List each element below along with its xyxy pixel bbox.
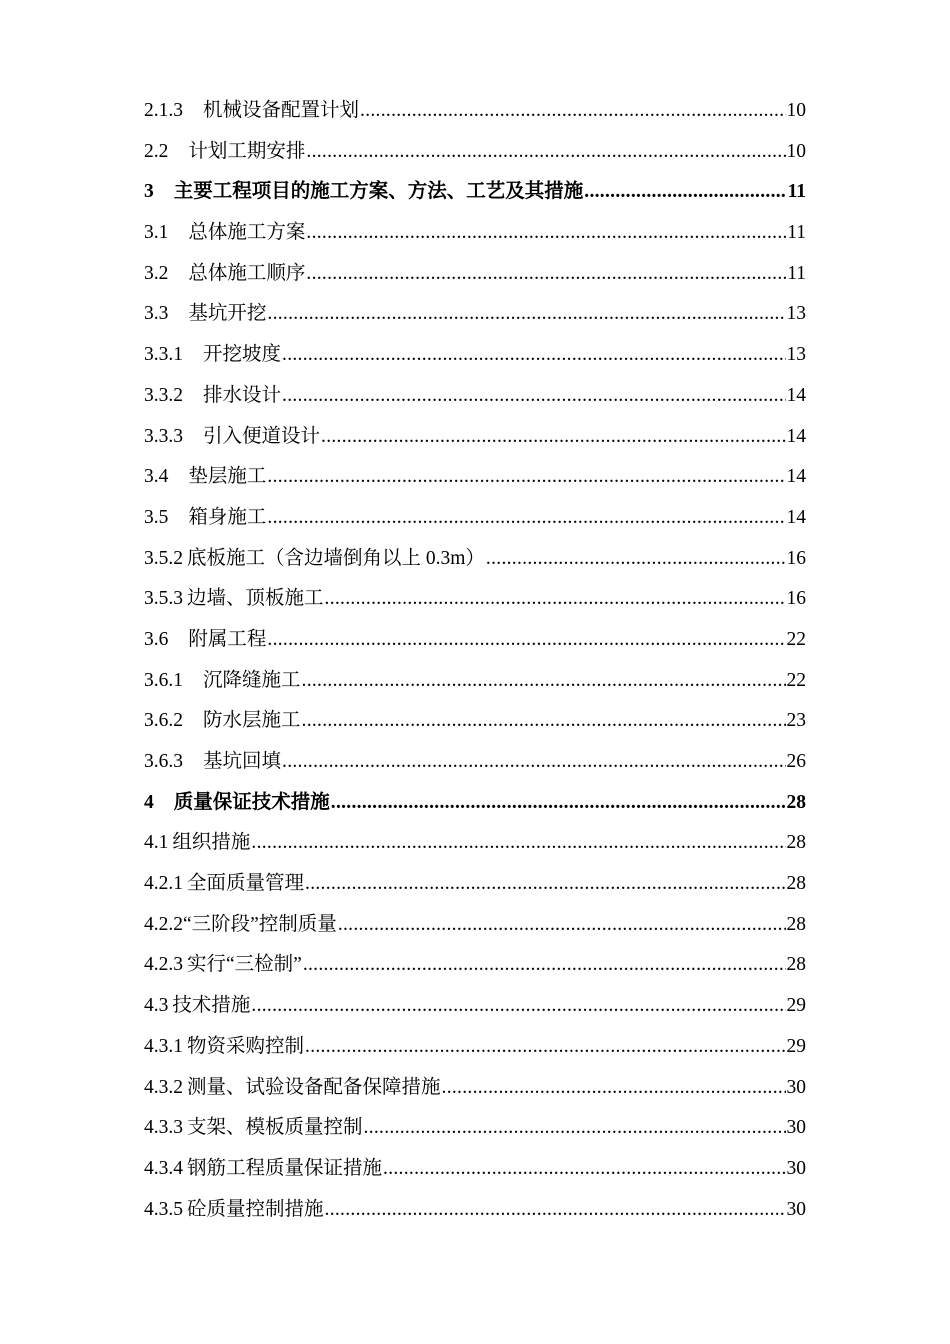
toc-entry-number: 3.3 [144, 303, 169, 325]
toc-entry-number: 4.1 [144, 832, 169, 854]
toc-entry-title: 技术措施 [172, 995, 251, 1017]
toc-entry[interactable] [144, 376, 806, 417]
toc-entry-number: 4.2.3 [144, 954, 183, 976]
toc-entry-title: 排水设计 [203, 384, 282, 406]
toc-entry[interactable] [144, 335, 806, 376]
toc-entry[interactable] [144, 783, 806, 824]
toc-leader-dots [302, 661, 786, 702]
toc-entry[interactable] [144, 539, 806, 580]
toc-entry-page-number: 22 [786, 628, 806, 650]
toc-entry-title: “三阶段”控制质量 [183, 913, 337, 935]
toc-entry-number: 4.3.4 [144, 1157, 183, 1179]
toc-entry-page-number: 16 [786, 588, 806, 610]
toc-leader-dots [282, 742, 785, 783]
toc-entry-page-number: 22 [786, 669, 806, 691]
toc-entry-title: 计划工期安排 [188, 140, 306, 162]
toc-leader-dots [282, 335, 785, 376]
toc-entry-page-number: 29 [786, 995, 806, 1017]
toc-entry-number: 3.4 [144, 466, 169, 488]
toc-entry[interactable] [144, 823, 806, 864]
toc-leader-dots [486, 539, 786, 580]
toc-leader-dots [306, 254, 786, 295]
toc-entry-number: 3.2 [144, 262, 169, 284]
toc-entry[interactable] [144, 498, 806, 539]
toc-entry-number: 3.6.1 [144, 669, 183, 691]
toc-entry-page-number: 11 [787, 222, 806, 244]
toc-leader-dots [325, 1190, 786, 1231]
toc-entry-title: 总体施工顺序 [188, 262, 306, 284]
toc-entry-title: 砼质量控制措施 [187, 1198, 324, 1220]
toc-entry[interactable] [144, 213, 806, 254]
toc-entry-page-number: 10 [786, 140, 806, 162]
toc-entry-page-number: 28 [786, 913, 806, 935]
toc-entry-page-number: 30 [786, 1157, 806, 1179]
toc-entry[interactable] [144, 294, 806, 335]
toc-entry-page-number: 29 [786, 1035, 806, 1057]
toc-entry-title: 总体施工方案 [188, 222, 306, 244]
toc-entry-number: 3 [144, 181, 154, 203]
toc-leader-dots [360, 91, 785, 132]
toc-entry-number: 4.3.1 [144, 1035, 183, 1057]
toc-entry-title: 全面质量管理 [187, 873, 305, 895]
toc-entry[interactable] [144, 579, 806, 620]
toc-entry-title: 防水层施工 [203, 710, 301, 732]
toc-entry-page-number: 11 [787, 181, 806, 203]
toc-entry-title: 引入便道设计 [203, 425, 321, 447]
toc-entry[interactable] [144, 254, 806, 295]
toc-leader-dots [306, 213, 786, 254]
toc-entry-page-number: 30 [786, 1198, 806, 1220]
toc-entry-title: 钢筋工程质量保证措施 [187, 1157, 383, 1179]
toc-entry-title: 机械设备配置计划 [203, 100, 360, 121]
toc-entry-page-number: 28 [786, 791, 806, 813]
toc-entry-number: 2.1.3 [144, 100, 183, 121]
toc-entry[interactable] [144, 1190, 806, 1231]
toc-entry-number: 3.5 [144, 506, 169, 528]
toc-entry[interactable] [144, 701, 806, 742]
toc-entry-page-number: 13 [786, 303, 806, 325]
toc-entry-title: 主要工程项目的施工方案、方法、工艺及其措施 [173, 181, 584, 203]
toc-leader-dots [303, 945, 786, 986]
toc-entry[interactable] [144, 1027, 806, 1068]
toc-entry-page-number: 30 [786, 1117, 806, 1139]
toc-entry[interactable] [144, 457, 806, 498]
toc-leader-dots [305, 1027, 785, 1068]
toc-entry-page-number: 16 [786, 547, 806, 569]
toc-entry-page-number: 28 [786, 954, 806, 976]
toc-entry-title: 基坑开挖 [188, 303, 267, 325]
toc-entry[interactable] [144, 91, 806, 132]
toc-leader-dots [305, 864, 785, 905]
toc-entry[interactable] [144, 864, 806, 905]
toc-entry-title: 底板施工（含边墙倒角以上 0.3m） [187, 547, 485, 569]
toc-entry-title: 组织措施 [172, 832, 251, 854]
toc-entry-number: 4.3.5 [144, 1198, 183, 1220]
toc-entry-title: 质量保证技术措施 [173, 791, 330, 813]
toc-leader-dots [251, 986, 785, 1027]
toc-entry-title: 边墙、顶板施工 [187, 588, 324, 610]
toc-entry-number: 4.2.1 [144, 873, 183, 895]
toc-entry[interactable] [144, 132, 806, 173]
toc-entry-page-number: 28 [786, 832, 806, 854]
toc-entry-number: 4.3.3 [144, 1117, 183, 1139]
toc-entry[interactable] [144, 661, 806, 702]
toc-entry-number: 4 [144, 791, 154, 813]
toc-leader-dots [267, 294, 785, 335]
toc-leader-dots [267, 498, 785, 539]
toc-entry-number: 3.6.3 [144, 751, 183, 772]
toc-entry-page-number: 13 [786, 344, 806, 366]
toc-entry[interactable] [144, 986, 806, 1027]
toc-entry-number: 3.3.2 [144, 384, 183, 406]
toc-entry-page-number: 23 [786, 710, 806, 732]
toc-entry-title: 测量、试验设备配备保障措施 [187, 1076, 441, 1098]
toc-leader-dots [267, 457, 785, 498]
toc-entry-page-number: 30 [786, 1076, 806, 1098]
toc-entry-number: 2.2 [144, 140, 169, 162]
toc-entry-number: 3.6.2 [144, 710, 183, 732]
toc-entry[interactable] [144, 1108, 806, 1149]
toc-leader-dots [325, 579, 786, 620]
toc-leader-dots [338, 905, 786, 946]
toc-leader-dots [321, 417, 785, 458]
toc-entry-title: 物资采购控制 [187, 1035, 305, 1057]
toc-entry-title: 基坑回填 [203, 751, 282, 772]
toc-entry-page-number: 26 [786, 751, 806, 772]
toc-entry-title: 附属工程 [188, 628, 267, 650]
toc-entry-number: 4.3.2 [144, 1076, 183, 1098]
toc-entry-page-number: 14 [786, 506, 806, 528]
toc-entry-number: 3.6 [144, 628, 169, 650]
toc-leader-dots [364, 1108, 786, 1149]
toc-entry-page-number: 14 [786, 384, 806, 406]
toc-entry[interactable] [144, 742, 806, 783]
toc-leader-dots [442, 1068, 786, 1109]
toc-entry-title: 沉降缝施工 [203, 669, 301, 691]
toc-entry-number: 3.1 [144, 222, 169, 244]
toc-entry-title: 实行“三检制” [187, 954, 302, 976]
toc-entry-title: 箱身施工 [188, 506, 267, 528]
toc-entry[interactable] [144, 417, 806, 458]
toc-entry[interactable] [144, 905, 806, 946]
toc-leader-dots [251, 823, 785, 864]
toc-entry-number: 3.3.1 [144, 344, 183, 366]
toc-entry-number: 4.3 [144, 995, 169, 1017]
toc-entry[interactable] [144, 620, 806, 661]
toc-entry-page-number: 28 [786, 873, 806, 895]
toc-entry-title: 开挖坡度 [203, 344, 282, 366]
toc-entry-page-number: 14 [786, 425, 806, 447]
toc-entry[interactable] [144, 172, 806, 213]
toc-leader-dots [331, 783, 786, 824]
toc-entry-number: 4.2.2 [144, 913, 183, 935]
toc-leader-dots [302, 701, 786, 742]
toc-entry-page-number: 14 [786, 466, 806, 488]
toc-entry-number: 3.5.3 [144, 588, 183, 610]
toc-entry-page-number: 10 [786, 100, 806, 121]
toc-entry-number: 3.3.3 [144, 425, 183, 447]
toc-entry[interactable] [144, 1068, 806, 1109]
toc-entry[interactable] [144, 945, 806, 986]
toc-leader-dots [306, 132, 785, 173]
toc-entry[interactable] [144, 1149, 806, 1190]
toc-leader-dots [282, 376, 785, 417]
toc-entry-title: 垫层施工 [188, 466, 267, 488]
toc-entry-title: 支架、模板质量控制 [187, 1117, 363, 1139]
toc-entry-number: 3.5.2 [144, 547, 183, 569]
toc-leader-dots [383, 1149, 785, 1190]
toc-leader-dots [267, 620, 785, 661]
table-of-contents [144, 91, 806, 1230]
toc-entry-page-number: 11 [787, 262, 806, 284]
toc-leader-dots [584, 172, 786, 213]
